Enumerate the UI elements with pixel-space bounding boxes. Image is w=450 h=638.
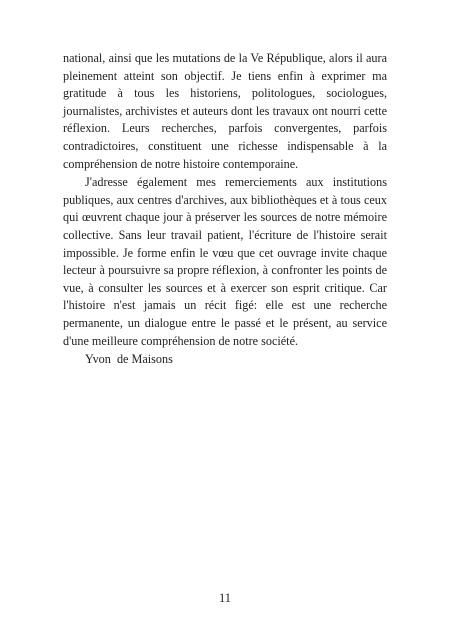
paragraph: national, ainsi que les mutations de la Ve République, alors il aura pleinement atteint son objectif. Je tiens enfin à exprimer ma gratitude à tous les historiens, politologues, sociologues, journalistes, archivistes et auteurs dont les travaux ont nourri cette réflexion. Leurs recherches, parfois convergentes, parfois contradictoires, constituent une richesse indispensable à la compréhension de notre histoire contemporaine. — [63, 51, 387, 171]
body-text — [63, 50, 387, 369]
page-number: 11 — [218, 591, 232, 605]
author-signature: Yvon de Maisons — [85, 352, 173, 367]
paragraph: J'adresse également mes remerciements aux institutions publiques, aux centres d'archives, aux bibliothèques et à tous ceux qui œuvrent chaque jour à préserver les sources de notre mémoire collective. Sans leur travail patient, l'écriture de l'histoire serait impossible. Je forme enfin le vœu que cet ouvrage invite chaque lecteur à poursuivre sa propre réflexion, à confronter les points de vue, à consulter les sources et à exercer son esprit critique. Car l'histoire n'est jamais un récit figé: elle est une recherche permanente, un dialogue entre le passé et le présent, au service d'une meilleure compréhension de notre société. — [63, 175, 387, 348]
